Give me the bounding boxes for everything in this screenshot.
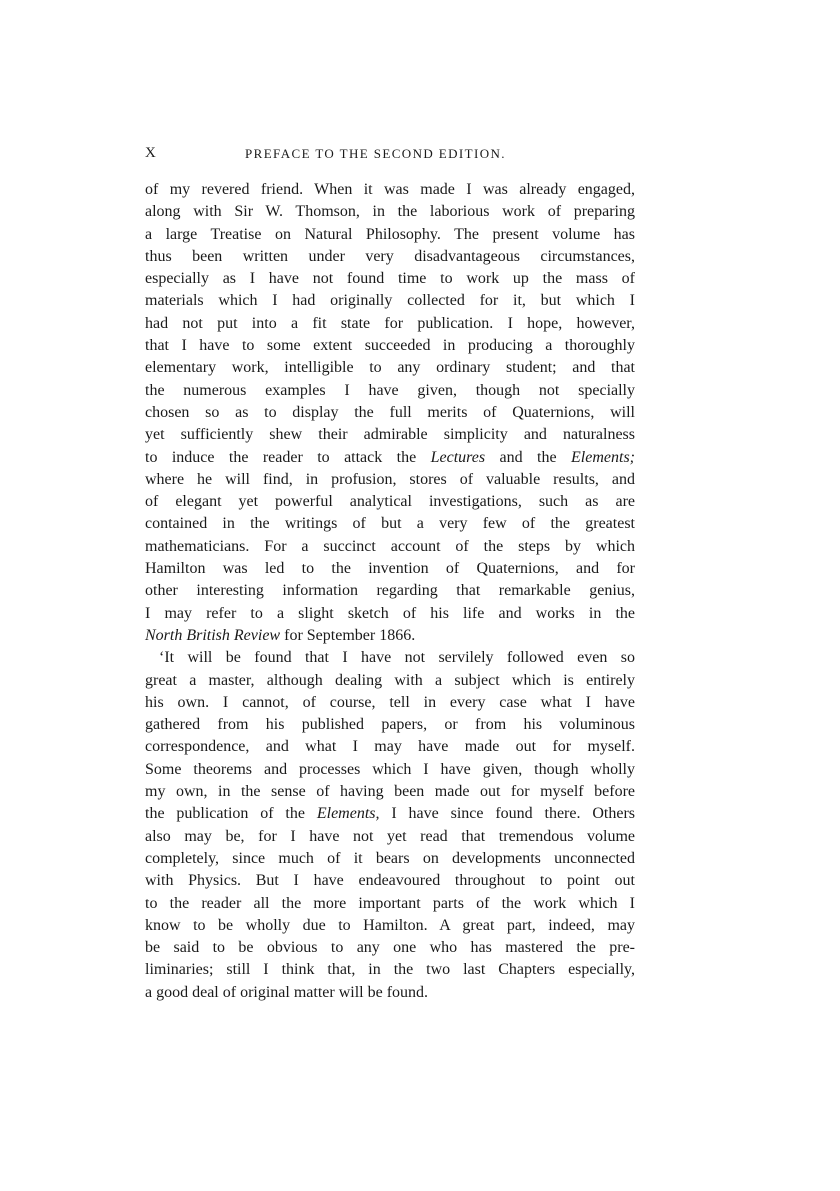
italic-title: Elements; xyxy=(571,448,635,466)
text-segment: also may be, for I have not yet read that tremendous volume xyxy=(145,827,635,845)
text-segment: and the xyxy=(485,448,572,466)
text-segment: liminaries; still I think that, in the two last Chapters especially, xyxy=(145,961,635,979)
text-segment: along with Sir W. Thomson, in the laborious work of preparing xyxy=(145,203,635,221)
text-segment: other interesting information regarding that remarkable genius, xyxy=(145,582,635,600)
text-line xyxy=(145,603,635,625)
italic-title: North British Review xyxy=(145,626,281,644)
text-line xyxy=(145,670,635,692)
text-line xyxy=(145,915,635,937)
text-segment: correspondence, and what I may have made out for myself. xyxy=(145,738,635,756)
text-line xyxy=(145,513,635,535)
text-line xyxy=(145,848,635,870)
text-line xyxy=(145,402,635,424)
text-segment: the publication of the xyxy=(145,805,317,823)
text-segment: with Physics. But I have endeavoured throughout to point out xyxy=(145,872,635,890)
text-segment: elementary work, intelligible to any ordinary student; and that xyxy=(145,359,635,377)
text-segment: the numerous examples I have given, though not specially xyxy=(145,381,635,399)
text-segment: I may refer to a slight sketch of his life and works in the xyxy=(145,604,635,622)
text-segment: mathematicians. For a succinct account of the steps by which xyxy=(145,537,635,555)
paragraph-1 xyxy=(145,179,635,647)
text-segment: to the reader all the more important parts of the work which I xyxy=(145,894,635,912)
text-segment: a good deal of original matter will be found. xyxy=(145,983,429,1001)
body-text xyxy=(145,179,635,1004)
text-segment: completely, since much of it bears on developments unconnected xyxy=(145,849,635,867)
text-line xyxy=(145,959,635,981)
text-segment: that I have to some extent succeeded in producing a thoroughly xyxy=(145,337,635,355)
text-segment: Hamilton was led to the invention of Quaternions, and for xyxy=(145,560,635,578)
text-line xyxy=(145,759,635,781)
text-line xyxy=(145,224,635,246)
text-line xyxy=(145,558,635,580)
text-line xyxy=(145,536,635,558)
text-segment: I have since found there. Others xyxy=(379,805,636,823)
text-line xyxy=(145,447,635,469)
text-segment: of elegant yet powerful analytical investigations, such as are xyxy=(145,493,635,511)
text-line xyxy=(145,580,635,602)
text-segment: yet sufficiently shew their admirable simplicity and naturalness xyxy=(145,426,635,444)
text-line xyxy=(145,201,635,223)
italic-title: Lectures xyxy=(430,448,486,466)
running-head xyxy=(145,145,635,167)
page-number: X xyxy=(145,145,157,161)
text-line xyxy=(145,714,635,736)
text-segment: had not put into a fit state for publication. I hope, however, xyxy=(145,314,635,332)
text-line xyxy=(145,982,635,1004)
text-segment: especially as I have not found time to work up the mass of xyxy=(145,270,635,288)
text-segment: Some theorems and processes which I have given, though wholly xyxy=(145,760,635,778)
text-segment: for September 1866. xyxy=(280,626,416,644)
text-line xyxy=(145,625,635,647)
text-line xyxy=(145,491,635,513)
text-segment: to induce the reader to attack the xyxy=(145,448,431,466)
text-segment: chosen so as to display the full merits of Quaternions, will xyxy=(145,403,635,421)
text-segment: be said to be obvious to any one who has mastered the pre- xyxy=(145,939,635,957)
text-line xyxy=(145,781,635,803)
text-line xyxy=(145,290,635,312)
text-segment: gathered from his published papers, or from his voluminous xyxy=(145,716,635,734)
text-line xyxy=(145,826,635,848)
text-segment: thus been written under very disadvantageous circumstances, xyxy=(145,247,635,265)
text-line xyxy=(145,380,635,402)
text-line xyxy=(145,357,635,379)
text-line xyxy=(145,268,635,290)
text-line xyxy=(145,313,635,335)
text-segment: ‘It will be found that I have not servilely followed even so xyxy=(159,649,635,667)
text-line xyxy=(145,335,635,357)
text-segment: my own, in the sense of having been made out for myself before xyxy=(145,783,635,801)
text-segment: his own. I cannot, of course, tell in every case what I have xyxy=(145,693,635,711)
text-line xyxy=(145,803,635,825)
text-line xyxy=(145,937,635,959)
text-segment: know to be wholly due to Hamilton. A great part, indeed, may xyxy=(145,916,635,934)
text-segment: contained in the writings of but a very few of the greatest xyxy=(145,515,635,533)
text-line xyxy=(145,692,635,714)
text-segment: a large Treatise on Natural Philosophy. The present volume has xyxy=(145,225,635,243)
text-line xyxy=(145,893,635,915)
italic-title: Elements, xyxy=(316,805,380,823)
paragraph-2 xyxy=(145,647,635,1004)
text-segment: great a master, although dealing with a subject which is entirely xyxy=(145,671,635,689)
text-line xyxy=(145,647,635,669)
text-line xyxy=(145,870,635,892)
text-segment: materials which I had originally collected for it, but which I xyxy=(145,292,635,310)
text-line xyxy=(145,179,635,201)
text-line xyxy=(145,424,635,446)
text-line xyxy=(145,469,635,491)
text-segment: where he will find, in profusion, stores of valuable results, and xyxy=(145,470,635,488)
text-line xyxy=(145,736,635,758)
running-title: PREFACE TO THE SECOND EDITION. xyxy=(245,146,506,161)
text-segment: of my revered friend. When it was made I was already engaged, xyxy=(145,181,635,198)
text-line xyxy=(145,246,635,268)
